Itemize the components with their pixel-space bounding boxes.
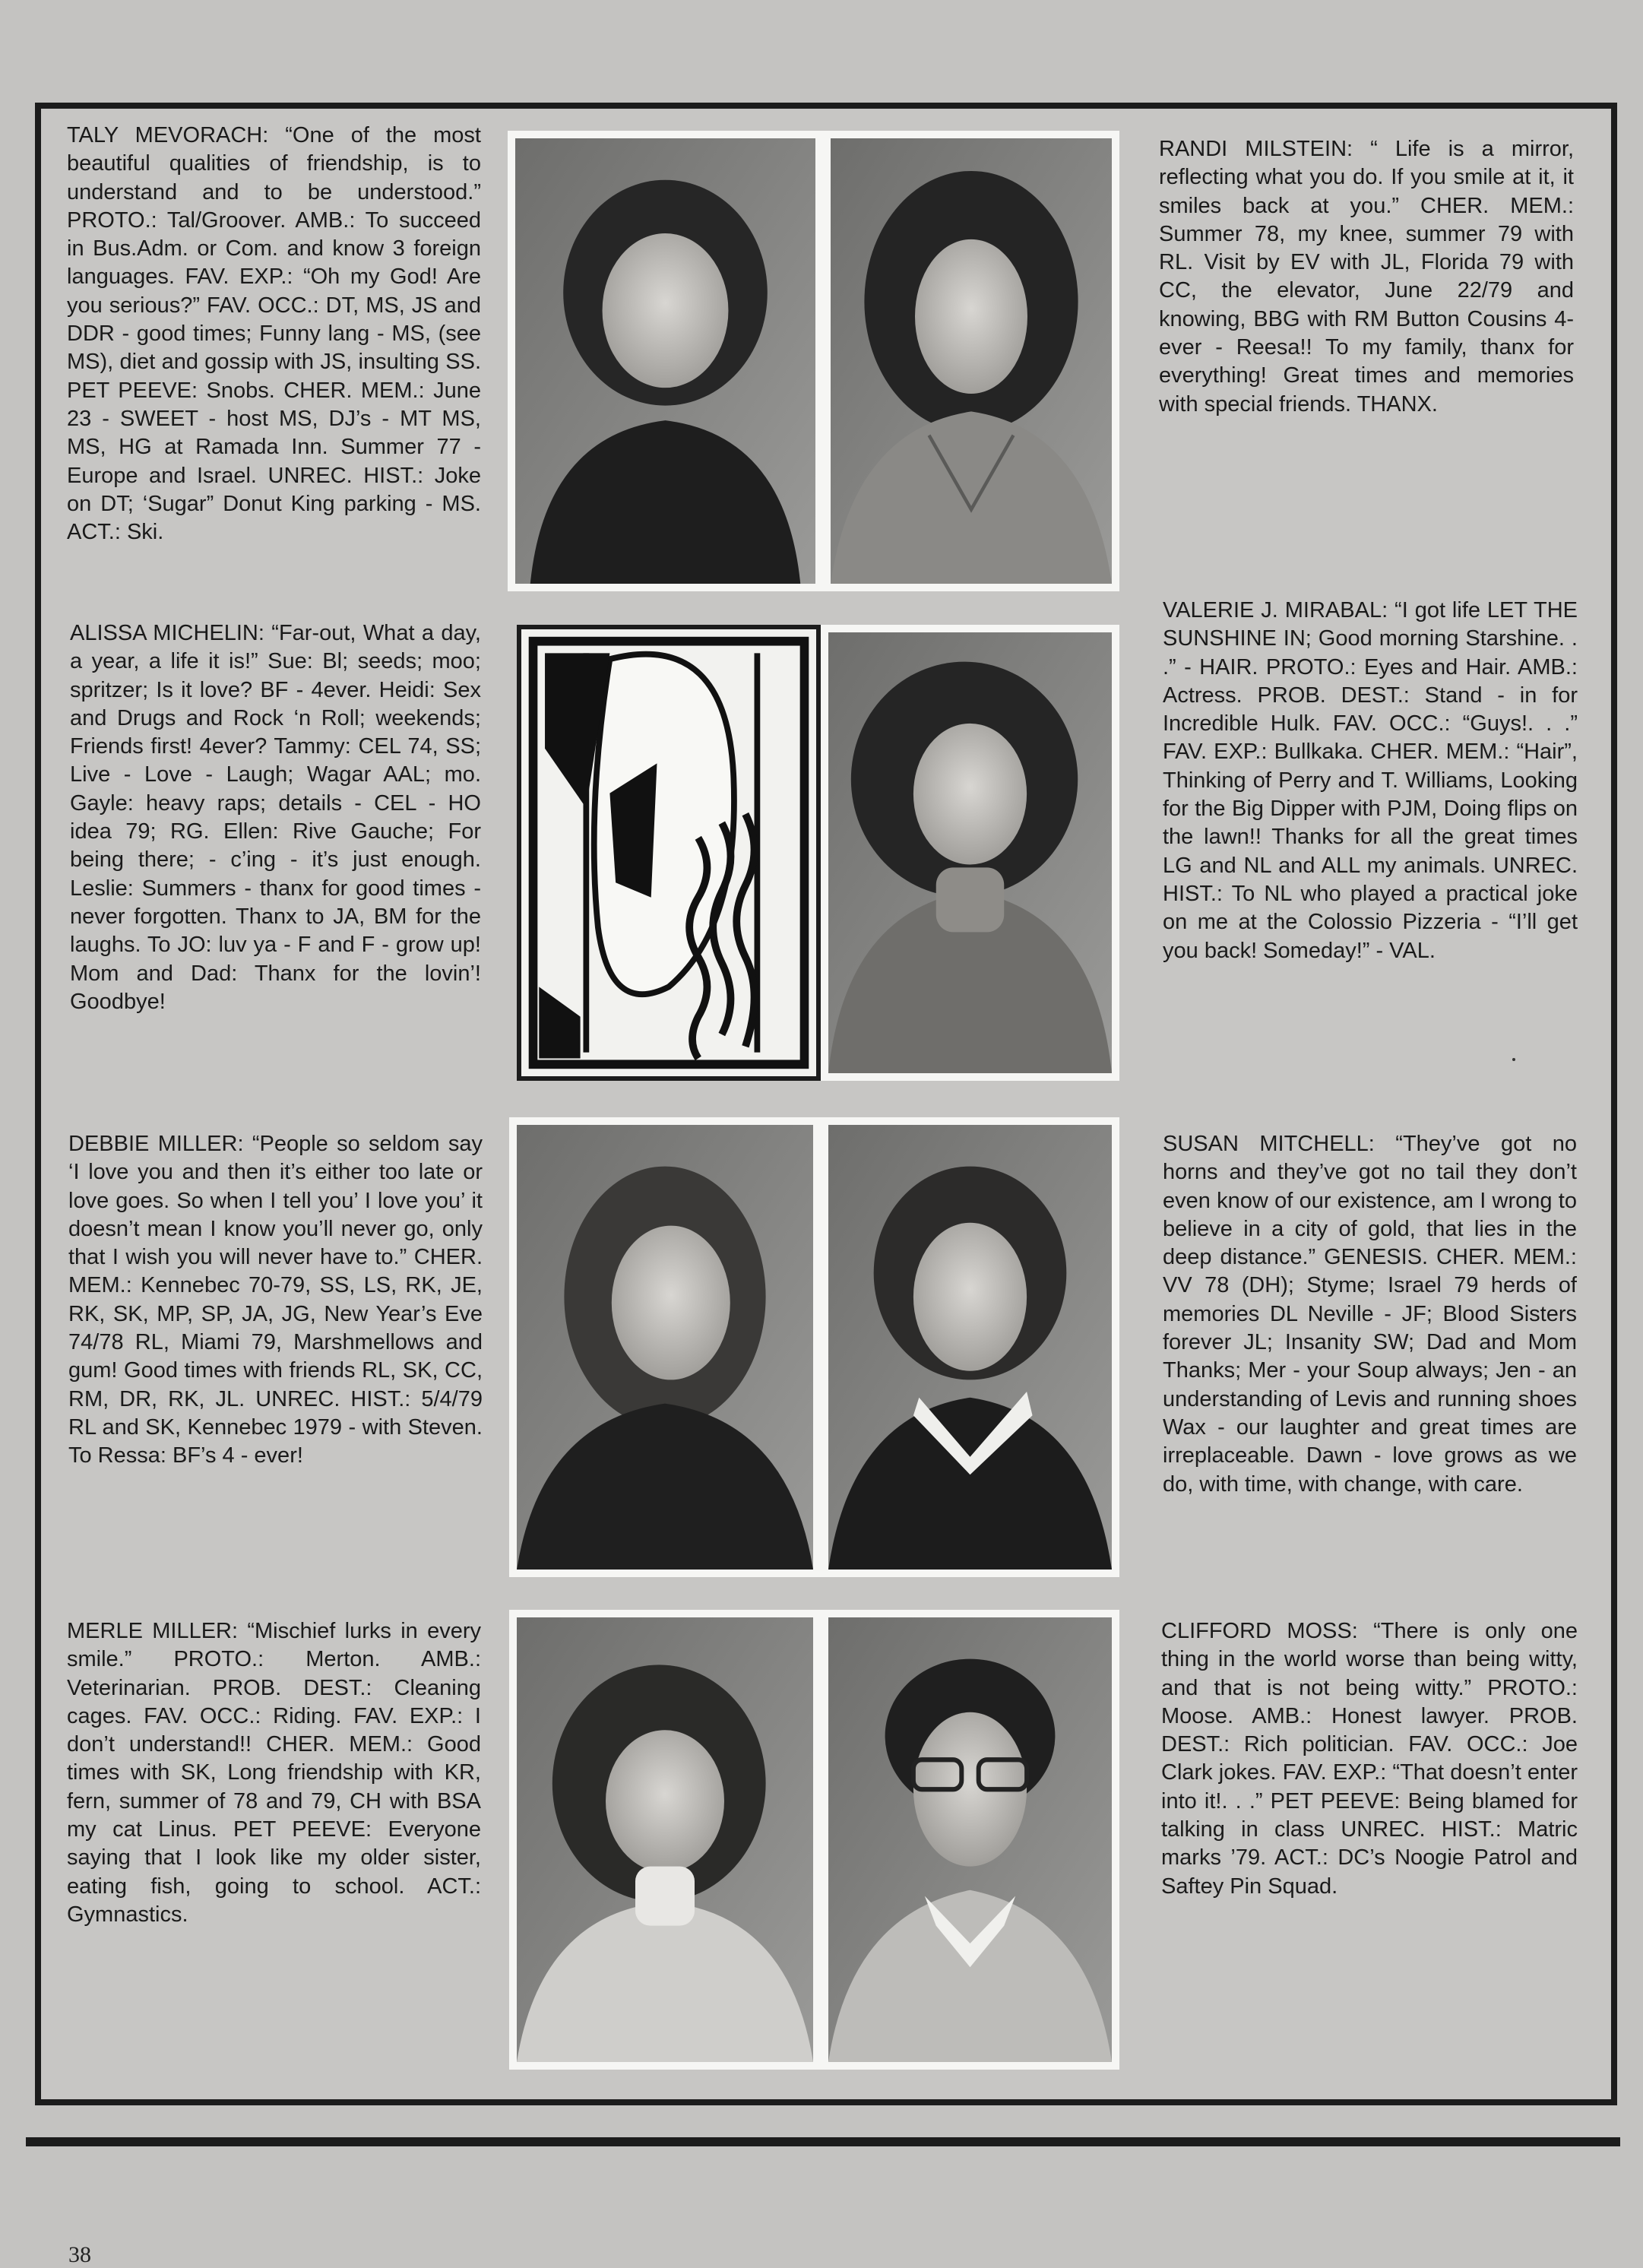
portrait-debbie-miller [509, 1117, 821, 1577]
bio-clifford-moss: CLIFFORD MOSS: “There is only one thing in the world worse than being witty, and that is not being witty.” PROTO.: Moose. AMB.: Honest lawyer. PROB. DEST.: Rich politician. FAV. OCC.: Joe Clark jokes. FAV. EXP.: “That doesn’t enter into it!. . .” PET PEEVE: Being blamed for talking in class UNREC. HIST.: Matric marks ’79. ACT.: DC’s Noogie Patrol and Saftey Pin Squad. [1161, 1619, 1578, 1899]
bio-debbie-miller: DEBBIE MILLER: “People so seldom say ‘I love you and then it’s either too late or love goes. So when I tell you’ I love you’ it doesn’t mean I know you’ll never go, only that I wish you will never have to.” CHER. MEM.: Kennebec 70-79, SS, LS, RK, JE, RK, SK, MP, SP, JA, JG, New Year’s Eve 74/78 RL, Miami 79, Marshmellows and gum! Good times with friends RL, SK, CC, RM, DR, RK, JL. UNREC. HIST.: 5/4/79 RL and SK, Kennebec 1979 - with Steven. To Ressa: BF’s 4 - ever! [68, 1132, 483, 1468]
portrait-taly-mevorach [508, 131, 823, 591]
speck [1512, 1058, 1515, 1061]
bio-randi-milstein: RANDI MILSTEIN: “ Life is a mirror, reflecting what you do. If you smile at it, it smiles back at you.” CHER. MEM.: Summer 78, my knee, summer 79 with RL. Visit by EV with JL, Florida 79 with CC, the elevator, June 22/79 and knowing, BBG with RM Button Cousins 4-ever - Reesa!! To my family, thanx for everything! Great times and memories with special friends. THANX. [1159, 137, 1574, 417]
page-number: 38 [68, 2242, 91, 2267]
bio-alissa-michelin: ALISSA MICHELIN: “Far-out, What a day, a year, a life it is!” Sue: Bl; seeds; moo; spritzer; Is it love? BF - 4ever. Heidi: Sex and Drugs and Rock ‘n Roll; weekends; Friends first! 4ever? Tammy: CEL 74, SS; Live - Love - Laugh; Wagar AAL; mo. Gayle: heavy raps; details - CEL - HO idea 79; RG. Ellen: Rive Gauche; For being there; - c’ing - it’s just enough. Leslie: Summers - thanx for good times - never forgotten. Thanx to JA, BM for the laughs. To JO: luv ya - F and F - grow up! Mom and Dad: Thanx for the lovin’! Goodbye! [70, 621, 481, 1014]
bio-susan-mitchell: SUSAN MITCHELL: “They’ve got no horns and they’ve got no tail they don’t even know of our existence, am I wrong to believe in a city of gold, that lies in the deep distance.” GENESIS. CHER. MEM.: VV 78 (DH); Styme; Israel 79 herds of memories DL Neville - JF; Blood Sisters forever JL; Insanity SW; Dad and Mom Thanks; Mer - your Soup always; Jen - an understanding of Levis and running shoes Wax - our laughter and great times are irreplaceable. Dawn - love grows as we do, with time, with change, with care. [1163, 1132, 1577, 1497]
bio-merle-miller: MERLE MILLER: “Mischief lurks in every smile.” PROTO.: Merton. AMB.: Veterinarian. PROB. DEST.: Cleaning cages. FAV. OCC.: Riding. FAV. EXP.: I don’t understand!! CHER. MEM.: Good times with SK, Long friendship with KR, fern, summer of 78 and 79, CH with BSA my cat Linus. PET PEEVE: Everyone saying that I look like my older sister, eating fish, going to school. ACT.: Gymnastics. [67, 1619, 481, 1927]
portrait-valerie-mirabal [821, 625, 1119, 1081]
artwork-alissa-michelin [517, 625, 821, 1081]
portrait-randi-milstein [823, 131, 1119, 591]
bio-taly-mevorach: TALY MEVORACH: “One of the most beautiful qualities of friendship, is to understand and to be understood.” PROTO.: Tal/Groover. AMB.: To succeed in Bus.Adm. or Com. and know 3 foreign languages. FAV. EXP.: “Oh my God! Are you serious?” FAV. OCC.: DT, MS, JS and DDR - good times; Funny lang - MS, (see MS), diet and gossip with JS, insulting SS. PET PEEVE: Snobs. CHER. MEM.: June 23 - SWEET - host MS, DJ’s - MT MS, MS, HG at Ramada Inn. Summer 77 - Europe and Israel. UNREC. HIST.: Joke on DT; ‘Sugar” Donut King parking - MS. ACT.: Ski. [67, 123, 481, 545]
portrait-susan-mitchell [821, 1117, 1119, 1577]
portrait-merle-miller [509, 1610, 821, 2070]
bio-valerie-mirabal: VALERIE J. MIRABAL: “I got life LET THE SUNSHINE IN; Good morning Starshine. . .” - HAIR. PROTO.: Eyes and Hair. AMB.: Actress. PROB. DEST.: Stand - in for Incredible Hulk. FAV. OCC.: “Guys!. . .” FAV. EXP.: Bullkaka. CHER. MEM.: “Hair”, Thinking of Perry and T. Williams, Looking for the Big Dipper with PJM, Doing flips on the lawn!! Thanks for all the great times LG and NL and ALL my animals. UNREC. HIST.: To NL who played a practical joke on me at the Colossio Pizzeria - “I’ll get you back! Someday!” - VAL. [1163, 598, 1578, 963]
portrait-clifford-moss [821, 1610, 1119, 2070]
bottom-rule [26, 2137, 1620, 2146]
